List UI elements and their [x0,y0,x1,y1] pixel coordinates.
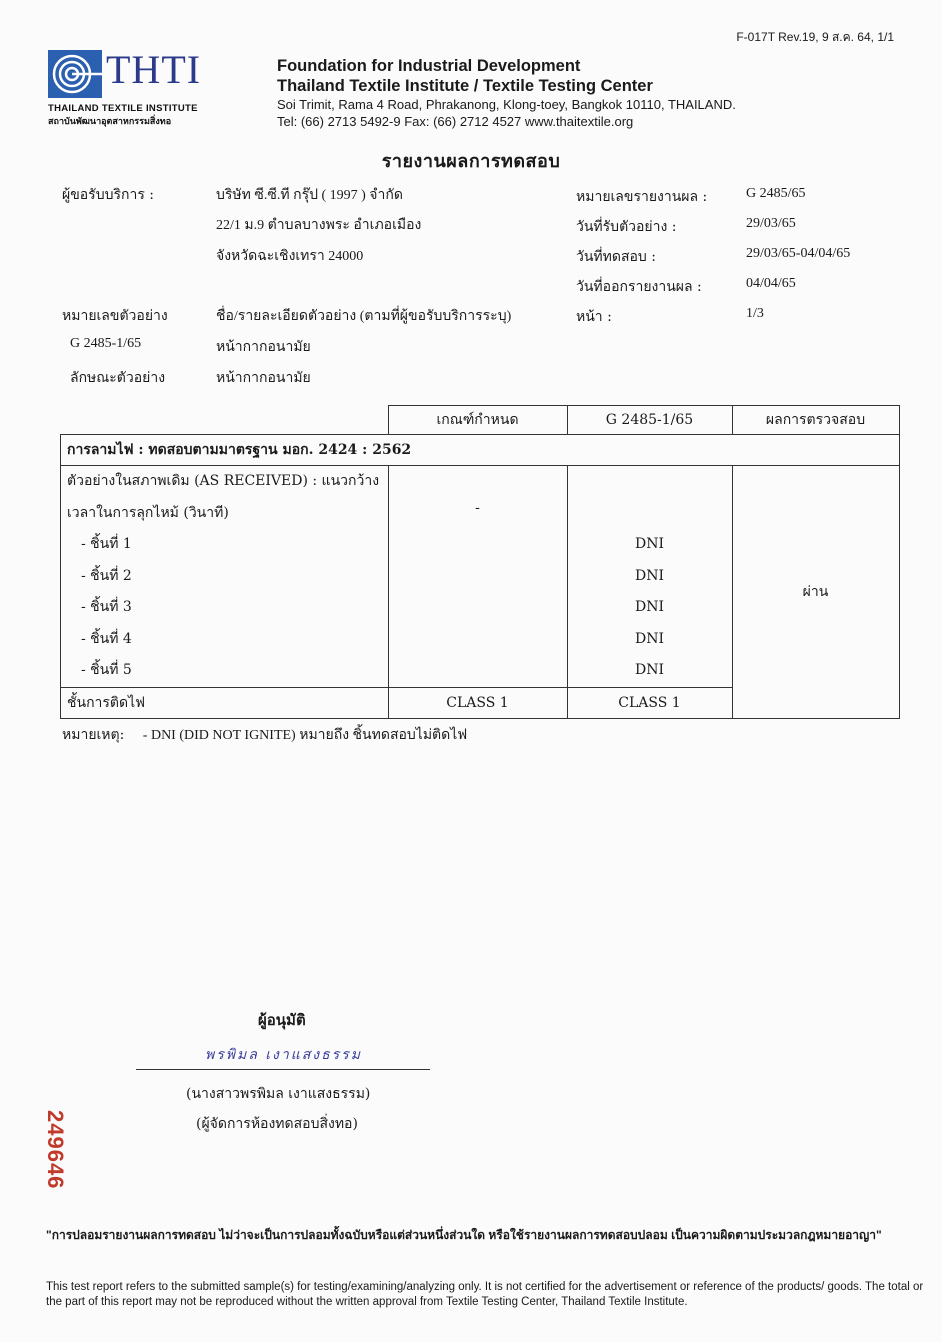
piece-3-value: DNI [634,599,664,615]
received-date-label: วันที่รับตัวอย่าง : [576,219,677,235]
piece-2-label: - ชิ้นที่ 2 [81,567,132,584]
piece-1-value: DNI [634,536,664,552]
class-sample: CLASS 1 [567,687,732,718]
class-spec: CLASS 1 [388,687,567,718]
results-table [60,405,900,719]
spec-cell [388,466,567,688]
result-cell [732,466,899,719]
client-label: ผู้ขอรับบริการ : [62,187,155,203]
sample-characteristic-label: ลักษณะตัวอย่าง [70,370,166,386]
handwritten-signature: พรพิมล เงาแสงธรรม [205,1047,362,1063]
report-number-label: หมายเลขรายงานผล : [576,189,708,205]
logo-subtitle-th: สถาบันพัฒนาอุตสาหกรรมสิ่งทอ [48,116,172,126]
issue-date-value: 04/04/65 [746,276,796,291]
logo-word: THTI [106,47,202,92]
condition-text: ตัวอย่างในสภาพเดิม (AS RECEIVED) : แนวกว้าง [67,473,380,489]
test-date-label: วันที่ทดสอบ : [576,249,656,265]
org-contact: Tel: (66) 2713 5492-9 Fax: (66) 2712 4527 www.thaitextile.org [277,114,634,129]
serial-number-stamp [38,1110,72,1200]
report-title: รายงานผลการทดสอบ [381,151,561,171]
approver-label: ผู้อนุมัติ [258,1011,306,1029]
class-label: ชั้นการติดไฟ [61,687,389,718]
disclaimer: This test report refers to the submitted sample(s) for testing/examining/analyzing only. It is not certified for the advertisement or reference of the products/ goods. The total or the part of this report may not be reproduced without the written approval from Textile Testing Center, Thailand Textile Institute. [46,1281,924,1308]
signature-line [136,1069,430,1070]
sample-values-cell [567,466,732,688]
spec-dash: - [475,499,480,516]
received-date-value: 29/03/65 [746,216,796,231]
sample-characteristic-value: หน้ากากอนามัย [216,371,311,386]
sample-details-label: ชื่อ/รายละเอียดตัวอย่าง (ตามที่ผู้ขอรับบริการระบุ) [216,309,512,324]
page-value: 1/3 [746,306,764,321]
test-items-cell [61,466,389,688]
report-number-value: G 2485/65 [746,186,806,201]
thti-logo [48,47,218,130]
col-sample-header: G 2485-1/65 [567,406,732,435]
test-method-title: การลามไฟ : ทดสอบตามมาตรฐาน มอก. 2424 : 2562 [61,435,900,466]
result-value: ผ่าน [802,583,829,600]
blank-corner [61,406,389,435]
test-date-value: 29/03/65-04/04/65 [746,246,851,261]
legal-warning: "การปลอมรายงานผลการทดสอบ ไม่ว่าจะเป็นการปลอมทั้งฉบับหรือแต่ส่วนหนึ่งส่วนใด หรือใช้รายงานผลการทดสอบปลอม เป็นความผิดตามประมวลกฎหมายอาญา" [46,1228,882,1242]
client-name: บริษัท ซี.ซี.ที กรุ๊ป ( 1997 ) จำกัด [216,188,403,203]
organization-block [277,56,736,130]
piece-2-value: DNI [634,567,664,584]
col-spec-header: เกณฑ์กำหนด [388,406,567,435]
logo-subtitle-en: THAILAND TEXTILE INSTITUTE [48,103,198,114]
sample-name: หน้ากากอนามัย [216,340,311,355]
signer-name: (นางสาวพรพิมล เงาแสงธรรม) [186,1086,371,1102]
burn-time-label: เวลาในการลุกไหม้ (วินาที) [67,504,229,521]
piece-4-label: - ชิ้นที่ 4 [81,630,132,647]
sample-number-label: หมายเลขตัวอย่าง [62,308,168,324]
client-address-2: จังหวัดฉะเชิงเทรา 24000 [216,249,364,264]
piece-3-label: - ชิ้นที่ 3 [81,599,132,615]
issue-date-label: วันที่ออกรายงานผล : [576,279,702,295]
org-address: Soi Trimit, Rama 4 Road, Phrakanong, Klong-toey, Bangkok 10110, THAILAND. [277,97,736,112]
serial-number: 249646 [43,1110,68,1190]
signer-title: (ผู้จัดการห้องทดสอบสิ่งทอ) [196,1116,358,1132]
sample-number: G 2485-1/65 [70,336,142,351]
piece-5-value: DNI [634,662,664,678]
form-code: F-017T Rev.19, 9 ส.ค. 64, 1/1 [736,30,894,44]
piece-4-value: DNI [634,630,664,647]
piece-5-label: - ชิ้นที่ 5 [81,662,132,678]
org-name: Foundation for Industrial Development [277,57,581,75]
note-label: หมายเหตุ: [62,727,125,743]
org-subname: Thailand Textile Institute / Textile Testing Center [277,77,653,95]
note [62,724,467,746]
page-label: หน้า : [576,309,612,325]
col-result-header: ผลการตรวจสอบ [732,406,899,435]
note-text: - DNI (DID NOT IGNITE) หมายถึง ชิ้นทดสอบไม่ติดไฟ [142,728,468,743]
spiral-logo-icon [48,50,102,98]
piece-1-label: - ชิ้นที่ 1 [81,536,132,552]
client-address-1: 22/1 ม.9 ตำบลบางพระ อำเภอเมือง [216,218,422,233]
